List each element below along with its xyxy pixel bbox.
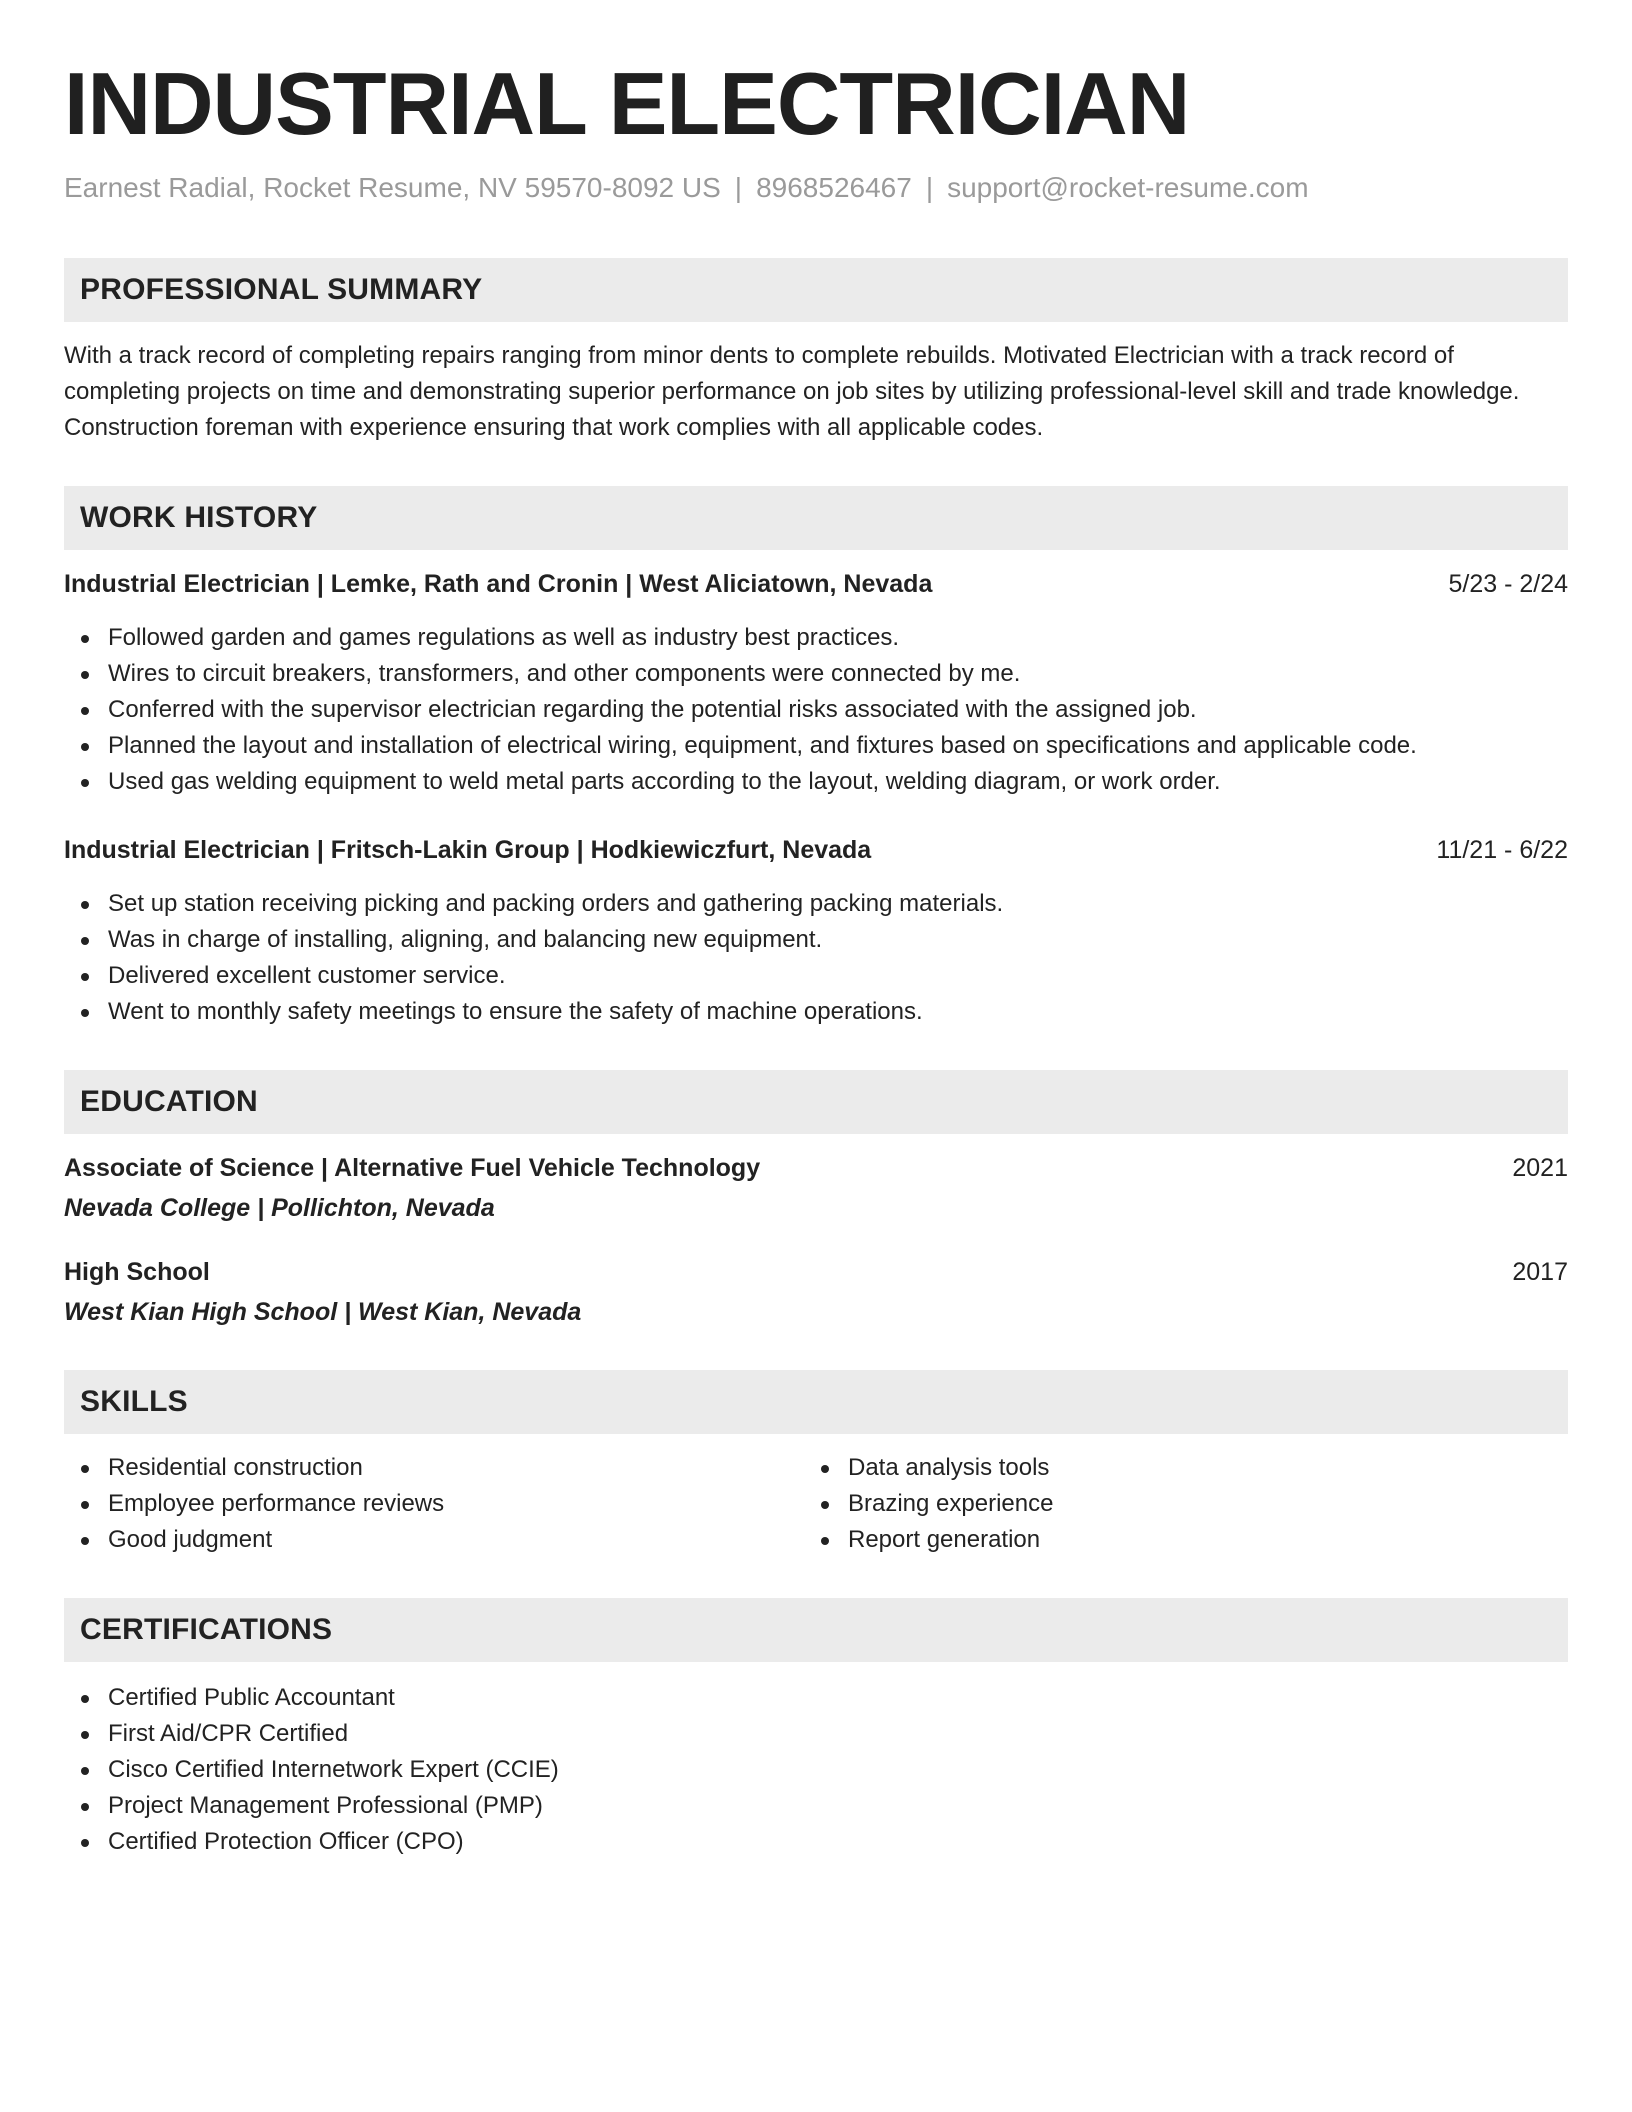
job-dates: 11/21 - 6/22 (1436, 836, 1568, 864)
job-dates: 5/23 - 2/24 (1448, 570, 1568, 598)
job-header (64, 566, 1568, 602)
job-title: Industrial Electrician | Lemke, Rath and Cronin | West Aliciatown, Nevada (64, 570, 933, 598)
skill-item: Good judgment (64, 1522, 804, 1558)
skills-right-list (804, 1450, 1544, 1558)
certification-item: Cisco Certified Internetwork Expert (CCIE) (64, 1752, 1568, 1788)
certifications-heading: CERTIFICATIONS (80, 1613, 333, 1646)
job-bullet: Delivered excellent customer service. (64, 958, 1568, 994)
job-header (64, 832, 1568, 868)
skill-item: Brazing experience (804, 1486, 1544, 1522)
job-bullet: Was in charge of installing, aligning, and balancing new equipment. (64, 922, 1568, 958)
contact-line (64, 170, 1568, 206)
contact-phone: 8968526467 (756, 172, 912, 203)
summary-text: With a track record of completing repairs ranging from minor dents to complete rebuilds. Motivated Electrician with a track record of completing projects on time and demonstrating superior performance on job sites by utilizing professional-level skill and trade knowledge. Construction foreman with experience ensuring that work complies with all applicable codes. (64, 342, 1520, 441)
summary-heading: PROFESSIONAL SUMMARY (80, 273, 483, 306)
education-entry (64, 1254, 1568, 1330)
summary-section-header (64, 258, 1568, 322)
job-entry (64, 832, 1568, 1030)
certification-item: Certified Protection Officer (CPO) (64, 1824, 1568, 1860)
job-bullet: Used gas welding equipment to weld metal parts according to the layout, welding diagram, or work order. (64, 764, 1568, 800)
certification-item: Project Management Professional (PMP) (64, 1788, 1568, 1824)
skill-item: Report generation (804, 1522, 1544, 1558)
work-heading: WORK HISTORY (80, 501, 318, 534)
skills-section-header (64, 1370, 1568, 1434)
skill-item: Residential construction (64, 1450, 804, 1486)
skills-left-list (64, 1450, 804, 1558)
education-section-header (64, 1070, 1568, 1134)
skills-heading: SKILLS (80, 1385, 188, 1418)
education-year: 2021 (1512, 1154, 1568, 1182)
skills-columns (64, 1450, 1568, 1558)
certifications-list (64, 1680, 1568, 1860)
job-bullet-list (64, 620, 1568, 800)
skill-item: Data analysis tools (804, 1450, 1544, 1486)
job-bullet: Set up station receiving picking and packing orders and gathering packing materials. (64, 886, 1568, 922)
education-entry (64, 1150, 1568, 1226)
work-section-header (64, 486, 1568, 550)
job-bullet: Conferred with the supervisor electrician regarding the potential risks associated with the assigned job. (64, 692, 1568, 728)
job-title: Industrial Electrician | Fritsch-Lakin Group | Hodkiewiczfurt, Nevada (64, 836, 872, 864)
job-bullet: Followed garden and games regulations as well as industry best practices. (64, 620, 1568, 656)
skill-item: Employee performance reviews (64, 1486, 804, 1522)
education-school: West Kian High School | West Kian, Nevada (64, 1298, 582, 1326)
job-bullet: Planned the layout and installation of electrical wiring, equipment, and fixtures based on specifications and applicable code. (64, 728, 1568, 764)
certification-item: Certified Public Accountant (64, 1680, 1568, 1716)
contact-separator: | (925, 172, 934, 203)
education-degree: High School (64, 1258, 210, 1286)
education-degree: Associate of Science | Alternative Fuel Vehicle Technology (64, 1154, 761, 1182)
certifications-section-header (64, 1598, 1568, 1662)
resume-header (64, 52, 1568, 206)
certification-item: First Aid/CPR Certified (64, 1716, 1568, 1752)
job-bullet: Wires to circuit breakers, transformers, and other components were connected by me. (64, 656, 1568, 692)
contact-email: support@rocket-resume.com (947, 172, 1309, 203)
contact-address: Earnest Radial, Rocket Resume, NV 59570-8092 US (64, 172, 721, 203)
contact-separator: | (734, 172, 743, 203)
candidate-name: INDUSTRIAL ELECTRICIAN (64, 54, 1190, 153)
education-header (64, 1150, 1568, 1186)
education-year: 2017 (1512, 1258, 1568, 1286)
education-heading: EDUCATION (80, 1085, 258, 1118)
job-bullet: Went to monthly safety meetings to ensure the safety of machine operations. (64, 994, 1568, 1030)
education-header (64, 1254, 1568, 1290)
job-bullet-list (64, 886, 1568, 1030)
job-entry (64, 566, 1568, 800)
education-school: Nevada College | Pollichton, Nevada (64, 1194, 495, 1222)
